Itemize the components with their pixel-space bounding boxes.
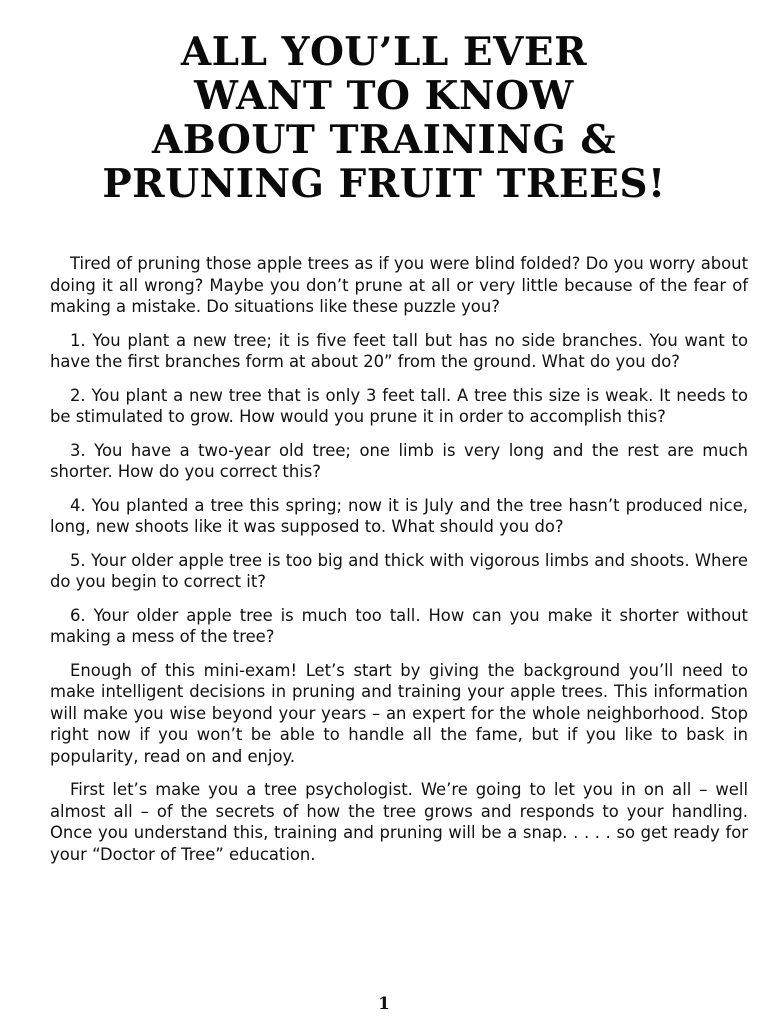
title-line: WANT TO KNOW (194, 73, 574, 119)
title-line: PRUNING FRUIT TREES! (102, 161, 666, 207)
title-line: ALL YOU’LL EVER (180, 29, 588, 75)
question-4: 4. You planted a tree this spring; now it is July and the tree hasn’t produced nice, long, new shoots like it was supposed to. What should you do? (50, 495, 748, 536)
question-5: 5. Your older apple tree is too big and thick with vigorous limbs and shoots. Where do you begin to correct it? (50, 550, 748, 591)
question-1: 1. You plant a new tree; it is five feet tall but has no side branches. You want to have the first branches form at about 20” from the ground. What do you do? (50, 330, 748, 371)
question-2: 2. You plant a new tree that is only 3 feet tall. A tree this size is weak. It needs to be stimulated to grow. How would you prune it in order to accomplish this? (50, 385, 748, 426)
title-line: ABOUT TRAINING & (151, 117, 617, 163)
psychologist-paragraph: First let’s make you a tree psychologist. We’re going to let you in on all – well almost all – of the secrets of how the tree grows and responds to your handling. Once you understand this, training and pruning will be a snap. . . . . so get ready for your “Doctor of Tree” education. (50, 780, 748, 864)
background-paragraph: Enough of this mini-exam! Let’s start by giving the background you’ll need to make intelligent decisions in pruning and training your apple trees. This information will make you wise beyond your years – an expert for the whole neighborhood. Stop right now if you won’t be able to handle all the fame, but if you like to bask in popularity, read on and enjoy. (50, 660, 748, 766)
body-text (50, 253, 748, 877)
page-number: 1 (378, 994, 390, 1014)
question-3: 3. You have a two-year old tree; one limb is very long and the rest are much shorter. How do you correct this? (50, 440, 748, 481)
intro-paragraph: Tired of pruning those apple trees as if you were blind folded? Do you worry about doing it all wrong? Maybe you don’t prune at all or very little because of the fear of making a mistake. Do situations like these puzzle you? (50, 254, 748, 316)
question-6: 6. Your older apple tree is much too tall. How can you make it shorter without making a mess of the tree? (50, 605, 748, 646)
page-title (20, 30, 748, 206)
